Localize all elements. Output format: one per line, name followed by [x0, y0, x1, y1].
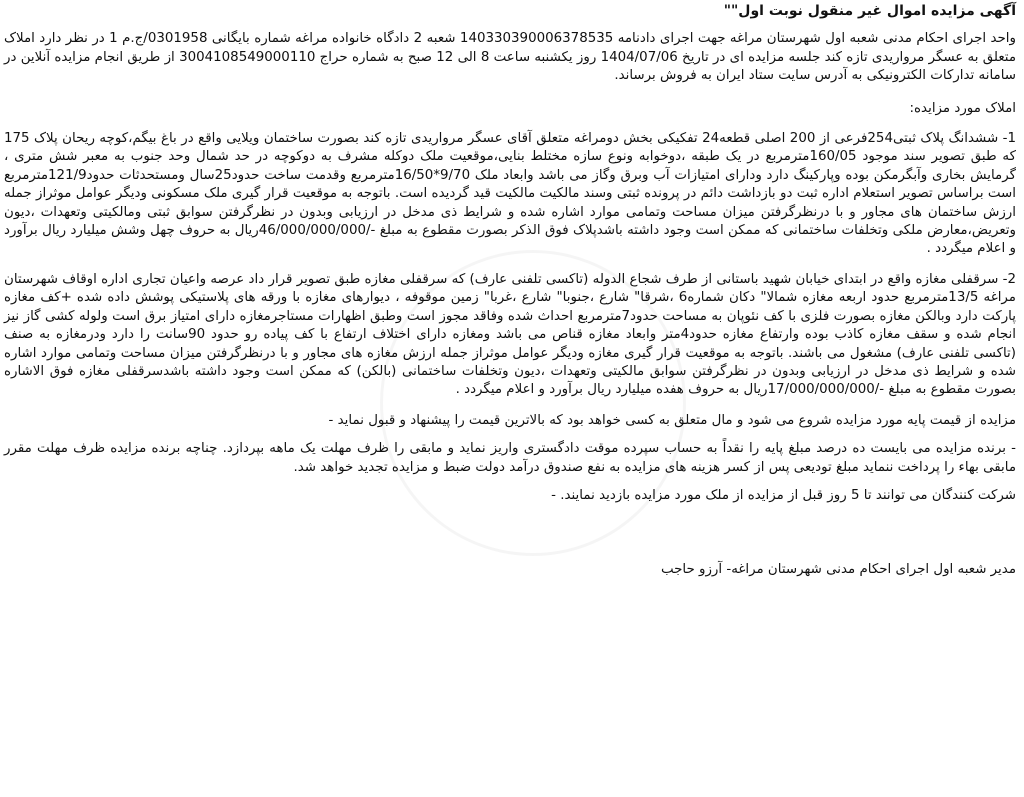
property-item-1: 1- ششدانگ پلاک ثبتی254فرعی از 200 اصلی قطعه24 تفکیکی بخش دومراغه متعلق آقای عسگر مرواریدی تازه کند بصورت ساختمان ویلایی واقع در باغ بیگم،کوچه ریحان پلاک 175 که طبق تصویر سند موجود 160/05مترمربع در یک طبقه ،دوخوابه ونوع سازه مختلط بنایی،موقعیت ملک دوکله مشرف به دوکوچه در حد شمال وحد جنوب به معبر شش متری ، گرمایش بخاری وآبگرمکن بوده وپارکینگ دارد ودارای امتیازات آب وبرق وگاز می باشد وابعاد ملک 9/70*16/50مترمربع وقدمت ساخت حدود25سال ومستحدثات حدود121/9مترمربع است براساس تصویر استعلام اداره ثبت دو بازداشت دائم در پرونده ثبتی وسند مالکیت مالکیت قید گردیده است. باتوجه به موقعیت قرار گیری ملک مسکونی ودیگر عوامل موثراز جمله ارزش ساختمان های مجاور و با درنظرگرفتن میزان مساحت وتمامی موارد اشاره شده و شرایط ذی مدخل در ارزیابی وبدون در نظرگرفتن سوابق ثبتی ومالکیتی وتعهدات ،دیون وتعریض،معارض ملکی وتخلفات ساختمانی که ممکن است وجود داشته باشدپلاک فوق الذکر بصورت مقطوع به مبلغ -/46/000/000/000ریال به حروف چهل وشش میلیارد ریال برآورد و اعلام میگردد . — [4, 131, 1016, 257]
signature-line: مدیر شعبه اول اجرای احکام مدنی شهرستان مراغه- آرزو حاجب — [660, 562, 1016, 578]
note-winner-deposit: - برنده مزایده می بایست ده درصد مبلغ پایه را نقداً به حساب سپرده موقت دادگستری واریز نماید و مابقی را ظرف مهلت یک ماهه بپردازد. چناچه برنده مزایده ظرف مهلت مقرر مابقی بهاء را پرداخت ننماید مبلغ تودیعی پس از کسر هزینه های مزایده به نفع صندوق درآمد دولت ضبط و مزایده تجدید خواهد شد. — [4, 441, 1016, 475]
notice-title: آگهی مزایده اموال غیر منقول نوبت اول"" — [723, 3, 1016, 19]
property-item-2: 2- سرقفلی مغازه واقع در ابتدای خیابان شهید باستانی از طرف شجاع الدوله (تاکسی تلفنی عارف) که سرقفلی مغازه طبق تصویر قرار داد عرصه واعیان تجاری اداره اوقاف شهرستان مراغه 13/5مترمربع حدود اربعه مغازه شمالا" دکان شماره6 ،شرقا" شارع ،جنوبا" شارع ،غربا" زمین موقوفه ، دیوارهای مغازه با ورقه های پلاستیکی پوشش داده شده +کف مغازه پارکت دارد وبالکن مغازه بصورت فلزی با کف نئوپان به مساحت حدود7مترمربع احداث شده وفاقد مجوز است وطبق اظهارات مستاجرمغازه دارای امتیاز برق است ولوله کشی گاز نیز انجام شده و سقف مغازه کاذب بوده وارتفاع مغازه حدود4متر وابعاد مغازه قناص می باشد ومغازه دارای اختلاف ارتفاع با کف پیاده رو حدود 90سانت را دارد ودرمغازه به صنف (تاکسی تلفنی عارف) مشغول می باشند. باتوجه به موقعیت قرار گیری مغازه ودیگر عوامل موثراز جمله ارزش مغازه های مجاور و با درنظرگرفتن میزان مساحت وتمامی موارد اشاره شده و شرایط ذی مدخل در ارزیابی وبدون در نظرگرفتن سوابق مالکیتی وتعهدات ،دیون وتخلفات ساختمانی (بالکن) که ممکن است وجود داشته باشدسرقفلی مغازه فوق الاشاره بصورت مقطوع به مبلغ -/17/000/000/000ریال به حروف هفده میلیارد ریال برآورد و اعلام میگردد . — [4, 271, 1016, 398]
note-visit-property: شرکت کنندگان می توانند تا 5 روز قبل از مزایده از ملک مورد مزایده بازدید نمایند. - — [551, 487, 1016, 503]
note-starting-price: مزایده از قیمت پایه مورد مزایده شروع می شود و مال متعلق به کسی خواهد بود که بالاترین قیمت را پیشنهاد و قبول نماید - — [328, 412, 1016, 428]
auction-notice-document — [4, 2, 1016, 792]
properties-heading: املاک مورد مزایده: — [909, 100, 1016, 116]
notice-intro-paragraph: واحد اجرای احکام مدنی شعبه اول شهرستان مراغه جهت اجرای دادنامه 140330390006378535 شعبه 2 دادگاه خانواده مراغه شماره بایگانی 0301958/ج.م 1 در نظر دارد املاک متعلق به عسگر مرواریدی تازه کند جلسه مزایده ای در تاریخ 1404/07/06 روز یکشنبه ساعت 8 الی 12 صبح به شماره حراج 3004108549000110 از طریق انجام مزایده آنلاین در سامانه تدارکات الکترونیکی به آدرس سایت ستاد ایران به فروش برساند. — [4, 31, 1017, 84]
